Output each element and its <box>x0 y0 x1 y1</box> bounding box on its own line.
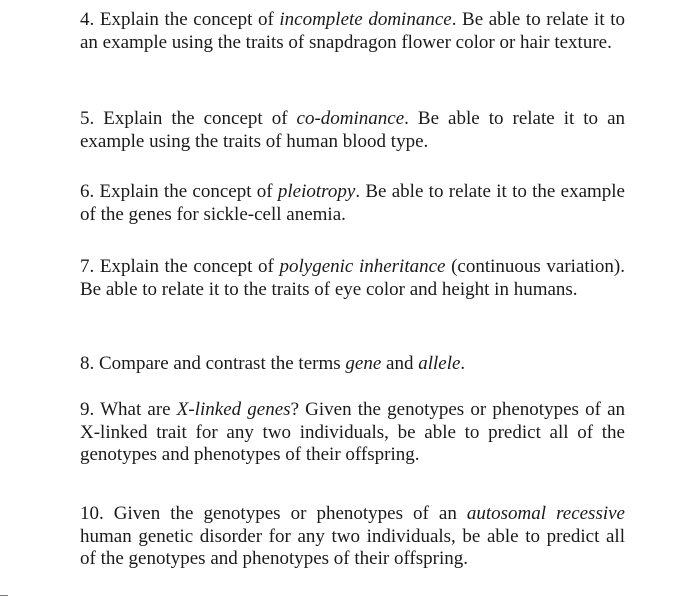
question-text: . Be able to relate it to the example of the genes for sickle-cell anemia. <box>80 181 625 225</box>
question-9 <box>80 399 625 467</box>
question-text: What are <box>94 399 177 420</box>
question-text: Compare and contrast the terms <box>94 353 346 374</box>
question-number: 9. <box>80 399 95 420</box>
question-number: 10. <box>80 503 104 524</box>
key-term: pleiotropy <box>277 181 356 202</box>
question-10 <box>80 503 625 571</box>
question-text: . Be able to relate it to an example using the traits of snapdragon flower color or hair texture. <box>80 9 625 53</box>
question-text: ? Given the genotypes or phenotypes of an X-linked trait for any two individuals, be able to predict all of the genotypes and phenotypes of their offspring. <box>80 399 625 465</box>
question-text: (continuous variation). Be able to relate it to the traits of eye color and height in humans. <box>80 256 626 300</box>
question-text: Explain the concept of <box>94 108 297 129</box>
question-number: 4. <box>80 9 95 30</box>
question-number: 7. <box>80 256 95 277</box>
question-text: Explain the concept of <box>94 9 280 30</box>
question-8 <box>80 353 625 376</box>
question-6 <box>80 181 625 226</box>
question-number: 6. <box>80 181 95 202</box>
key-term: gene <box>345 353 382 374</box>
key-term: co-dominance <box>296 108 405 129</box>
question-text: . Be able to relate it to an example using the traits of human blood type. <box>80 108 625 152</box>
key-term: autosomal recessive <box>466 503 625 524</box>
question-7 <box>80 256 625 301</box>
question-4 <box>80 9 625 54</box>
key-term: polygenic inheritance <box>279 256 446 277</box>
key-term: X-linked genes <box>176 399 291 420</box>
question-text: Explain the concept of <box>94 181 278 202</box>
question-text: . <box>460 353 466 374</box>
edge-rule <box>0 595 8 596</box>
question-text: Given the genotypes or phenotypes of an <box>103 503 467 524</box>
question-text: human genetic disorder for any two individuals, be able to predict all of the genotypes and phenotypes of their offspring. <box>80 525 625 569</box>
question-number: 5. <box>80 108 95 129</box>
question-text: and <box>381 353 419 374</box>
question-text: Explain the concept of <box>94 256 280 277</box>
key-term: incomplete dominance <box>279 9 452 30</box>
key-term: allele <box>418 353 461 374</box>
question-number: 8. <box>80 353 95 374</box>
question-5 <box>80 108 625 153</box>
